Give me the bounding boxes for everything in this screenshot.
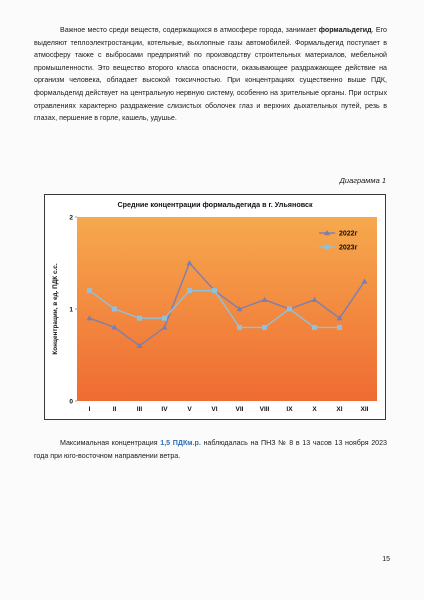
chart-title: Средние концентрации формальдегида в г. Ульяновск xyxy=(117,200,313,209)
y-axis-label: Концентрации, в ед. ПДК с.с. xyxy=(52,263,59,355)
chart-frame xyxy=(44,194,386,420)
x-tick-label: III xyxy=(136,406,143,413)
x-tick-label: VIII xyxy=(259,406,270,413)
data-point xyxy=(87,288,92,293)
x-axis xyxy=(89,406,369,413)
x-tick-label: XI xyxy=(336,406,343,413)
data-point xyxy=(187,288,192,293)
diagram-caption: Диаграмма 1 xyxy=(339,176,386,185)
data-point xyxy=(162,316,167,321)
data-point xyxy=(262,325,267,330)
legend-marker xyxy=(325,245,330,250)
x-tick-label: I xyxy=(88,406,91,413)
data-point xyxy=(337,325,342,330)
data-point xyxy=(212,288,217,293)
legend-label: 2022г xyxy=(339,230,358,238)
y-tick-label: 0 xyxy=(69,398,73,406)
x-tick-label: II xyxy=(112,406,117,413)
x-tick-label: IX xyxy=(286,406,293,413)
intro-text-start: Важное место среди веществ, содержащихся в атмосфере города, занимает xyxy=(60,26,319,34)
legend-label: 2023г xyxy=(339,244,358,252)
intro-paragraph xyxy=(34,24,387,125)
data-point xyxy=(312,325,317,330)
data-point xyxy=(237,325,242,330)
x-tick-label: X xyxy=(312,406,317,413)
y-tick-label: 2 xyxy=(69,214,73,222)
x-tick-label: IV xyxy=(161,406,168,413)
formaldehyde-line-chart xyxy=(45,195,385,419)
data-point xyxy=(112,307,117,312)
x-tick-label: VI xyxy=(211,406,218,413)
formaldehyde-term: формальдегид xyxy=(318,26,372,34)
data-point xyxy=(137,316,142,321)
intro-text-rest: . Его выделяют теплоэлектростанции, котельные, выхлопные газы автомобилей. Формальдегид поступает в атмосферу также с выбросами предприятий по производству строительных материалов, мебельной промышленности. Это вещество второго класса опасности, оказывающее раздражающее действие на организм человека, обладает высокой токсичностью. При концентрациях существенно выше ПДК, формальдегид действует на центральную нервную систему, особенно на зрительные органы. При острых отравлениях характерно раздражение слизистых оболочек глаз и верхних дыхательных путей, резь в глазах, першение в горле, кашель, удушье. xyxy=(34,26,387,123)
page-number: 15 xyxy=(382,556,390,563)
x-tick-label: V xyxy=(187,406,192,413)
x-tick-label: VII xyxy=(235,406,244,413)
max-concentration-value: 1,5 ПДКм.р. xyxy=(160,439,201,447)
summary-paragraph xyxy=(34,437,387,462)
summary-text-rest: наблюдалась на ПНЗ № 8 в 13 часов 13 ноября 2023 года при юго-восточном направлении ветра. xyxy=(34,439,387,460)
x-tick-label: XII xyxy=(360,406,369,413)
summary-text-start: Максимальная концентрация xyxy=(60,439,161,447)
data-point xyxy=(287,307,292,312)
y-axis xyxy=(69,215,77,406)
y-tick-label: 1 xyxy=(69,306,73,314)
